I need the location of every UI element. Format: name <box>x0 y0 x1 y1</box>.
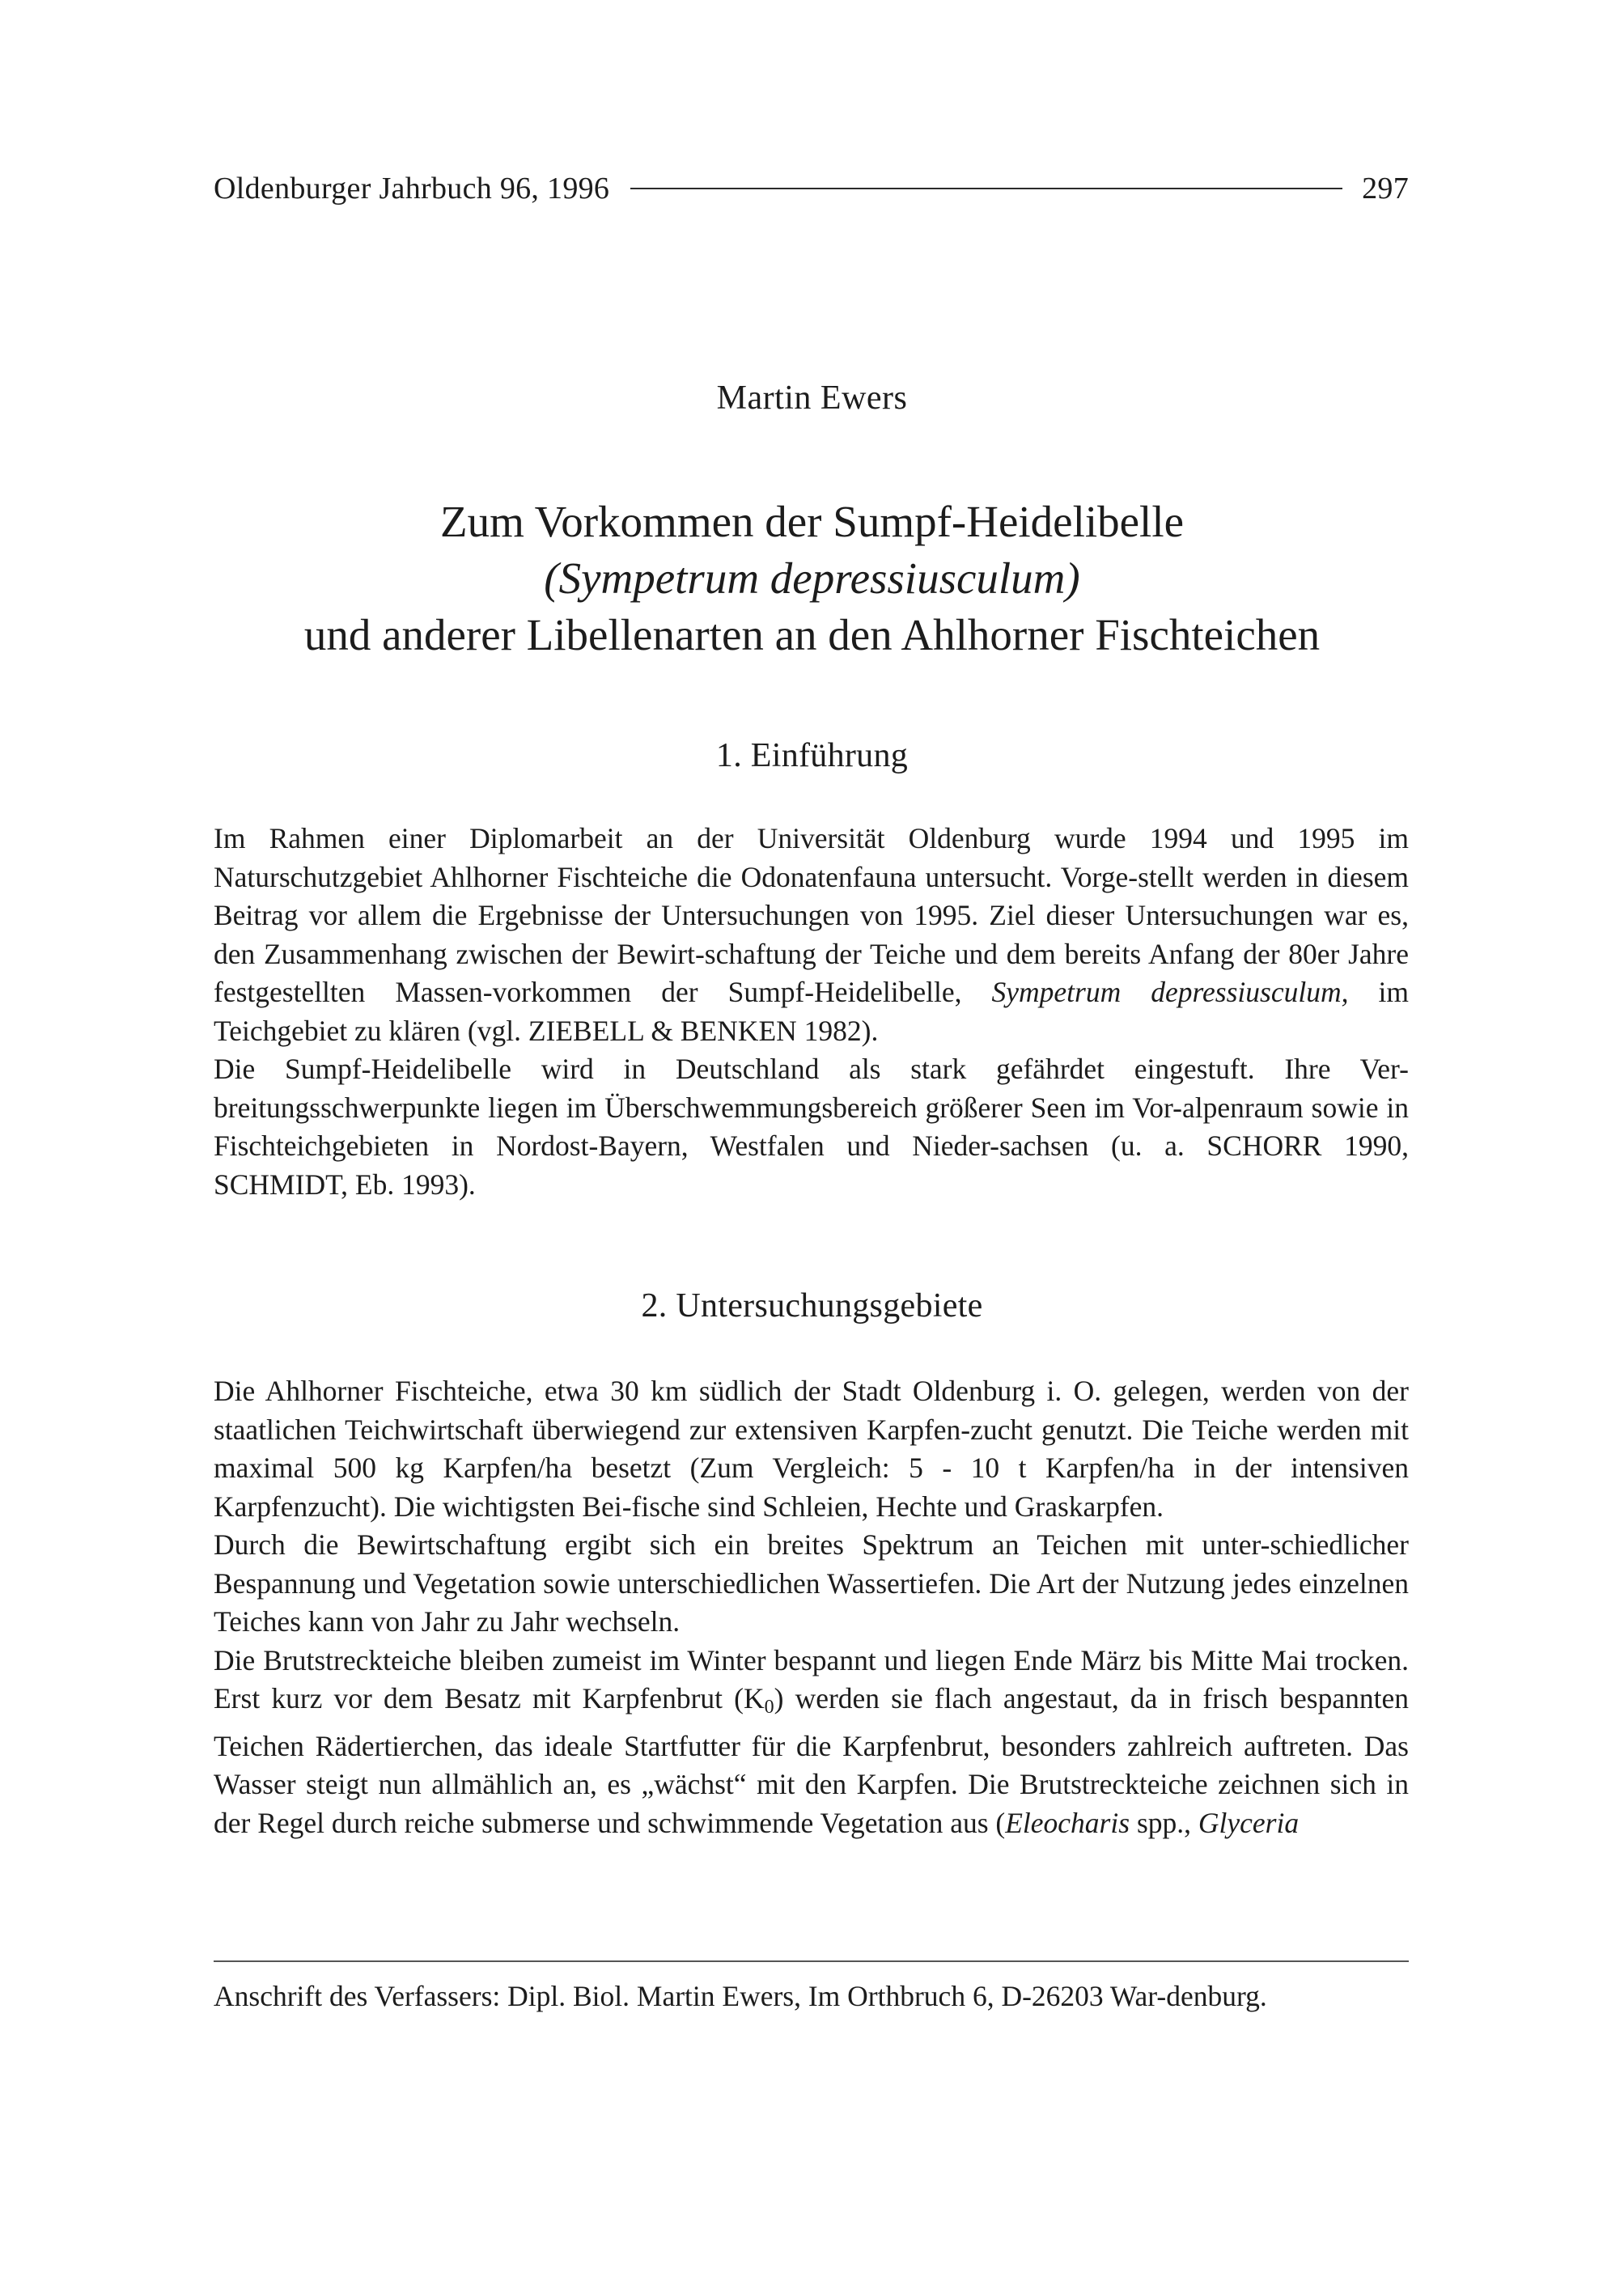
title-line-3: und anderer Libellenarten an den Ahlhorner Fischteichen <box>303 610 1321 659</box>
author-name: Martin Ewers <box>716 379 908 417</box>
section-body-introduction <box>214 820 1409 1204</box>
article-title <box>0 494 1624 663</box>
title-line-1: Zum Vorkommen der Sumpf-Heidelibelle <box>439 497 1185 546</box>
paragraph: Die Ahlhorner Fischteiche, etwa 30 km südlich der Stadt Oldenburg i. O. gelegen, werden von der staatlichen Teichwirtschaft überwiegend zur extensiven Karpfen-zucht genutzt. Die Teiche werden mit maximal 500 kg Karpfen/ha besetzt (Zum Vergleich: 5 - 10 t Karpfen/ha in der intensiven Karpfenzucht). Die wichtigsten Bei-fische sind Schleien, Hechte und Graskarpfen. <box>214 1375 1409 1523</box>
paragraph <box>214 820 1409 1050</box>
footnote-divider <box>214 1960 1409 1962</box>
paragraph-text: spp., <box>1130 1806 1198 1839</box>
title-line-2: (Sympetrum depressiusculum) <box>544 553 1080 603</box>
section-heading-introduction: 1. Einführung <box>715 737 909 774</box>
paragraph-text: ) werden sie flach angestaut, da in frisch bespannten Teichen Rädertierchen, das ideale Startfutter für die Karpfenbrut, besonders zahlreich auftreten. Das Wasser steigt nun allmählich an, es „wächst“ mit den Karpfen. Die Brutstreckteiche zeichnen sich in der Regel durch reiche submerse und schwimmende Vegetation aus ( <box>214 1682 1410 1839</box>
running-head <box>214 168 1409 209</box>
genus-name: Glyceria <box>1198 1806 1300 1839</box>
species-name: Sympetrum depressiusculum, <box>991 976 1349 1008</box>
section-body-study-areas <box>214 1372 1409 1842</box>
subscript: 0 <box>764 1697 774 1718</box>
genus-name: Eleocharis <box>1005 1806 1130 1839</box>
section-heading-study-areas: 2. Untersuchungsgebiete <box>641 1287 983 1325</box>
paragraph: Die Sumpf-Heidelibelle wird in Deutschland als stark gefährdet eingestuft. Ihre Ver-breitungsschwerpunkte liegen im Überschwemmungsbereich größerer Seen im Vor-alpenraum sowie in Fischteichgebieten in Nordost-Bayern, Westfalen und Nieder-sachsen (u. a. SCHORR 1990, SCHMIDT, Eb. 1993). <box>214 1053 1409 1201</box>
paragraph <box>214 1642 1409 1843</box>
journal-name: Oldenburger Jahrbuch 96, 1996 <box>214 172 610 206</box>
paragraph-text: Im Rahmen einer Diplomarbeit an der Universität Oldenburg wurde 1994 und 1995 im Naturschutzgebiet Ahlhorner Fischteiche die Odonatenfauna untersucht. Vorge-stellt werden in diesem Beitrag vor allem die Ergebnisse der Untersuchungen von 1995. Ziel dieser Untersuchungen war es, den Zusammenhang zwischen der Bewirt-schaftung der Teiche und dem bereits Anfang der 80er Jahre festgestellten Massen-vorkommen der Sumpf-Heidelibelle, <box>214 822 1409 1008</box>
paragraph-text: im Teichgebiet zu klären (vgl. ZIEBELL & BENKEN 1982). <box>214 976 1409 1047</box>
paragraph-text: Die Brutstreckteiche bleiben zumeist im Winter bespannt und liegen Ende März bis Mitte Mai trocken. Erst kurz vor dem Besatz mit Karpfenbrut (K <box>214 1643 1409 1714</box>
paragraph: Durch die Bewirtschaftung ergibt sich ein breites Spektrum an Teichen mit unter-schiedlicher Bespannung und Vegetation sowie unterschiedlichen Wassertiefen. Die Art der Nutzung jedes einzelnen Teiches kann von Jahr zu Jahr wechseln. <box>214 1528 1409 1638</box>
page-number: 297 <box>1362 172 1409 206</box>
author-address-footnote: Anschrift des Verfassers: Dipl. Biol. Martin Ewers, Im Orthbruch 6, D-26203 War-denburg. <box>214 1980 1267 2012</box>
header-rule <box>630 188 1342 189</box>
